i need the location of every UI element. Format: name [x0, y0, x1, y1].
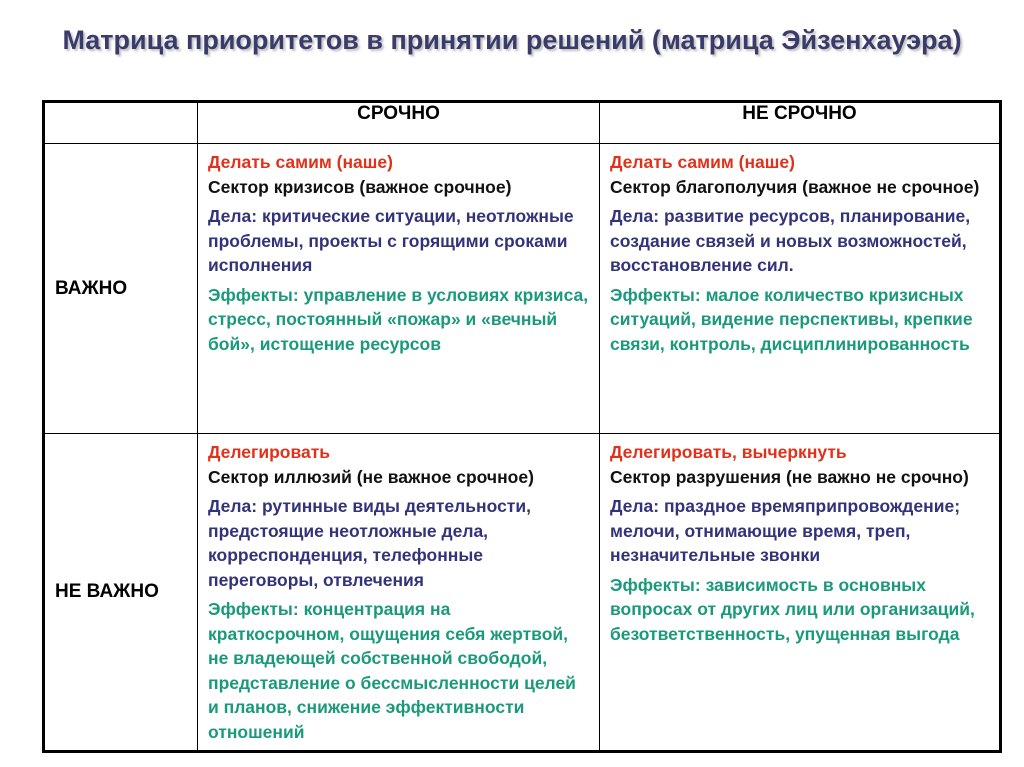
cell-sector: Сектор благополучия (важное не срочное)	[610, 176, 980, 197]
effects-text: зависимость в основных вопросах от других лиц или организаций, безответственность, упущенная выгода	[610, 574, 975, 644]
effects-text: концентрация на краткосрочном, ощущения себя жертвой, не владеющей собственной свободой, представление о бессмысленности целей и планов, снижение эффективности отношений	[208, 599, 576, 742]
column-header-urgent: СРОЧНО	[198, 102, 600, 144]
cell-action: Делегировать, вычеркнуть	[610, 442, 847, 462]
eisenhower-matrix-table	[42, 100, 1002, 753]
cell-sector: Сектор иллюзий (не важное срочное)	[208, 466, 534, 487]
cell-effects	[610, 573, 991, 647]
effects-label: Эффекты:	[610, 284, 701, 305]
cell-tasks	[208, 204, 591, 278]
cell-sector: Сектор кризисов (важное срочное)	[208, 176, 512, 197]
row-header-important: ВАЖНО	[44, 144, 198, 434]
tasks-label: Дела:	[208, 496, 258, 516]
tasks-label: Дела:	[208, 206, 258, 226]
effects-text: малое количество кризисных ситуаций, видение перспективы, крепкие связи, контроль, дисциплинированность	[610, 284, 973, 354]
cell-tasks	[610, 204, 991, 278]
effects-text: управление в условиях кризиса, стресс, постоянный «пожар» и «вечный бой», истощение ресурсов	[208, 284, 589, 354]
cell-important-urgent	[198, 144, 600, 434]
row-not-important	[44, 434, 1001, 752]
effects-label: Эффекты:	[208, 284, 299, 305]
row-important	[44, 144, 1001, 434]
tasks-text: праздное времяприпровождение; мелочи, отнимающие время, треп, незначительные звонки	[610, 496, 961, 565]
cell-action: Делать самим (наше)	[208, 152, 393, 172]
cell-sector: Сектор разрушения (не важно не срочно)	[610, 466, 969, 487]
effects-label: Эффекты:	[208, 599, 299, 619]
cell-not-important-not-urgent	[600, 434, 1001, 752]
tasks-label: Дела:	[610, 206, 660, 226]
cell-action: Делегировать	[208, 442, 331, 462]
tasks-text: рутинные виды деятельности, предстоящие неотложные дела, корреспонденция, телефонные переговоры, отвлечения	[208, 496, 531, 590]
effects-label: Эффекты:	[610, 574, 701, 595]
tasks-text: критические ситуации, неотложные проблемы, проекты с горящими сроками исполнения	[208, 206, 574, 275]
column-header-not-urgent: НЕ СРОЧНО	[600, 102, 1001, 144]
tasks-text: развитие ресурсов, планирование, создание связей и новых возможностей, восстановление сил.	[610, 206, 971, 275]
header-row	[44, 102, 1001, 144]
cell-action: Делать самим (наше)	[610, 152, 795, 172]
cell-tasks	[610, 494, 991, 568]
cell-important-not-urgent	[600, 144, 1001, 434]
cell-effects	[208, 283, 591, 357]
cell-not-important-urgent	[198, 434, 600, 752]
page-title: Матрица приоритетов в принятии решений (матрица Эйзенхауэра)	[62, 25, 962, 55]
corner-cell	[44, 102, 198, 144]
cell-effects	[610, 283, 991, 357]
cell-effects	[208, 597, 591, 744]
row-header-not-important: НЕ ВАЖНО	[44, 434, 198, 752]
tasks-label: Дела:	[610, 496, 660, 516]
cell-tasks	[208, 494, 591, 592]
